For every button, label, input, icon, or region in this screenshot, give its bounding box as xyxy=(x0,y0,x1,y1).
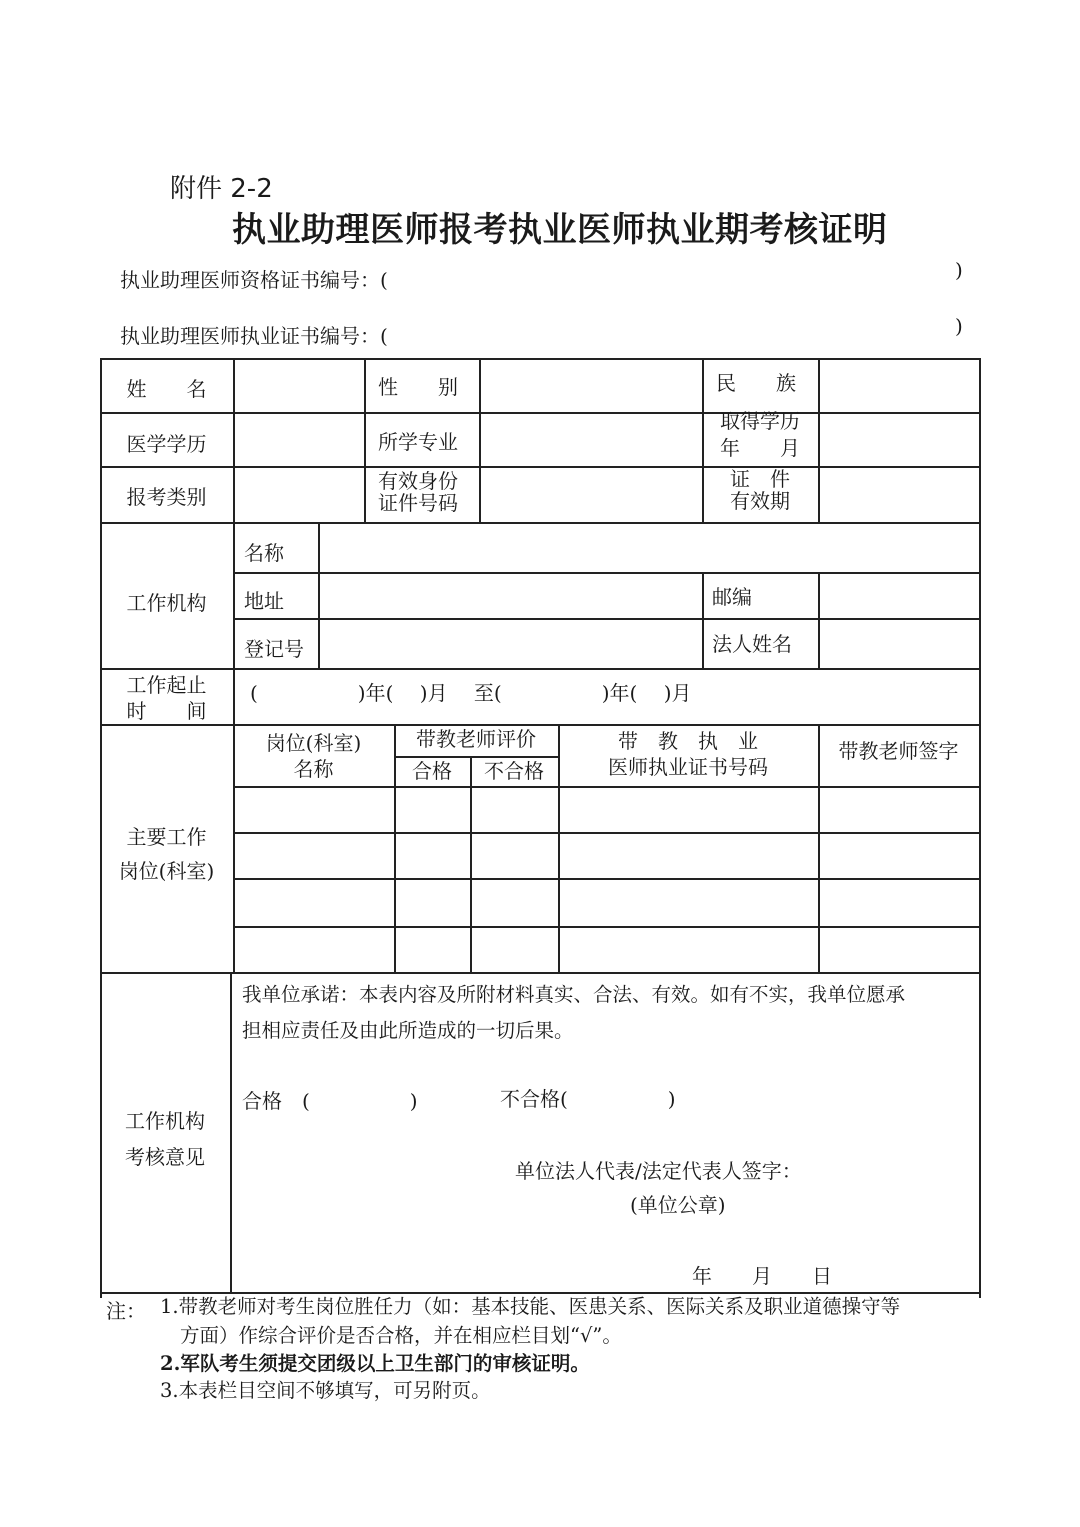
row-line xyxy=(100,466,980,468)
col-line xyxy=(230,972,232,1292)
col-fail-header: 不合格 xyxy=(484,759,544,783)
promise-line-2: 担相应责任及由此所造成的一切后果。 xyxy=(242,1019,574,1042)
name-label: 姓 名 xyxy=(126,377,207,401)
col-eval-header: 带教老师评价 xyxy=(416,727,536,751)
org-label: 工作机构 xyxy=(126,591,207,615)
row-line xyxy=(100,522,980,524)
exam-type-label: 报考类别 xyxy=(126,485,207,509)
posts-label-2: 岗位(科室) xyxy=(118,859,215,883)
row-line xyxy=(233,618,980,620)
fail-option: 不合格( ) xyxy=(500,1087,676,1111)
row-line xyxy=(233,832,980,834)
id-valid-label-2: 有效期 xyxy=(730,489,790,513)
major-label: 所学专业 xyxy=(378,430,458,454)
col-cert-header-2: 医师执业证书号码 xyxy=(608,755,768,779)
table-border-right xyxy=(979,358,981,1298)
row-line xyxy=(100,668,980,670)
education-label: 医学学历 xyxy=(126,432,207,456)
col-line xyxy=(818,358,820,522)
gender-label: 性 别 xyxy=(378,375,458,399)
col-line xyxy=(818,572,820,668)
id-label-2: 证件号码 xyxy=(378,491,458,515)
row-line xyxy=(233,572,980,574)
period-label-2: 时 间 xyxy=(126,699,207,723)
row-line xyxy=(233,786,980,788)
pass-option: 合格 ( ) xyxy=(242,1089,418,1113)
row-line xyxy=(233,878,980,880)
note-3: 3.本表栏目空间不够填写，可另附页。 xyxy=(160,1379,491,1402)
posts-label-1: 主要工作 xyxy=(126,825,207,849)
col-line xyxy=(233,522,235,668)
seal-label: (单位公章) xyxy=(630,1193,726,1217)
id-valid-label-1: 证 件 xyxy=(730,467,790,491)
col-dept-header-2: 名称 xyxy=(293,757,334,781)
col-dept-header-1: 岗位(科室) xyxy=(265,731,362,755)
col-pass-header: 合格 xyxy=(412,759,452,783)
org-address-label: 地址 xyxy=(244,589,284,613)
org-postcode-label: 邮编 xyxy=(712,585,752,609)
table-border-top xyxy=(100,358,980,360)
col-line xyxy=(470,756,472,972)
prac-cert-label: 执业助理医师执业证书编号：( xyxy=(120,324,388,348)
note-2: 2.军队考生须提交团级以上卫生部门的审核证明。 xyxy=(160,1352,590,1375)
promise-line-1: 我单位承诺：本表内容及所附材料真实、合法、有效。如有不实，我单位愿承 xyxy=(242,983,906,1006)
review-label-1: 工作机构 xyxy=(125,1109,205,1133)
row-line xyxy=(100,412,980,414)
col-line xyxy=(479,358,481,522)
id-label-1: 有效身份 xyxy=(378,469,458,493)
period-label-1: 工作起止 xyxy=(126,673,207,697)
review-label-2: 考核意见 xyxy=(125,1145,205,1169)
col-line xyxy=(233,358,235,522)
col-sign-header: 带教老师签字 xyxy=(838,739,959,763)
org-legal-person-label: 法人姓名 xyxy=(712,632,792,656)
row-line xyxy=(233,926,980,928)
prac-cert-close: ) xyxy=(955,314,963,338)
sign-label: 单位法人代表/法定代表人签字： xyxy=(515,1159,802,1183)
notes-prefix: 注： xyxy=(106,1299,146,1323)
note-1-line-1: 1.带教老师对考生岗位胜任力（如：基本技能、医患关系、医际关系及职业道德操守等 xyxy=(160,1295,901,1318)
col-line xyxy=(364,358,366,522)
qual-cert-label: 执业助理医师资格证书编号：( xyxy=(120,268,388,292)
col-cert-header-1: 带 教 执 业 xyxy=(618,729,758,753)
page-title: 执业助理医师报考执业医师执业期考核证明 xyxy=(232,210,888,250)
row-line xyxy=(100,724,980,726)
qual-cert-close: ) xyxy=(955,258,963,282)
ethnicity-label: 民 族 xyxy=(716,371,796,395)
period-text: ( )年( )月 至( )年( )月 xyxy=(250,681,692,705)
row-line xyxy=(100,972,980,974)
attachment-label: 附件 2-2 xyxy=(170,174,273,204)
row-line xyxy=(394,756,558,758)
table-border-bottom xyxy=(100,1292,980,1294)
col-line xyxy=(702,572,704,668)
org-reg-no-label: 登记号 xyxy=(244,637,304,661)
note-1-line-2: 方面）作综合评价是否合格，并在相应栏目划“√”。 xyxy=(180,1324,622,1347)
col-line xyxy=(318,522,320,668)
edu-date-label-2: 年 月 xyxy=(720,436,800,460)
edu-date-label-1: 取得学历 xyxy=(720,409,800,433)
org-name-label: 名称 xyxy=(244,541,284,565)
col-line xyxy=(233,668,235,724)
date-label: 年 月 日 xyxy=(692,1264,832,1288)
